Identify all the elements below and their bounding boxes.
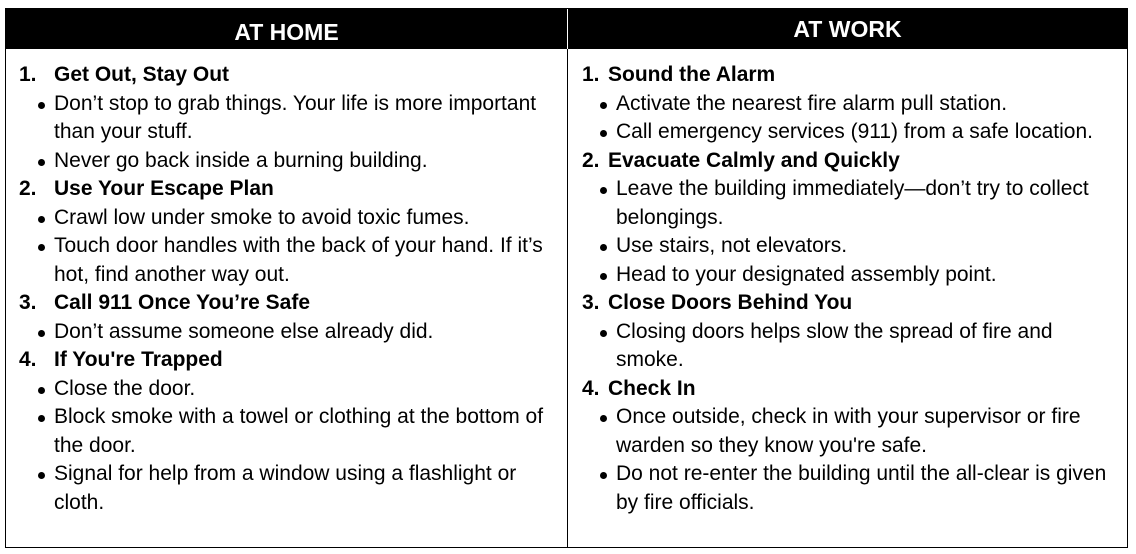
header-at-work: AT WORK — [567, 9, 1127, 49]
section-title: Evacuate Calmly and Quickly — [608, 148, 900, 172]
bullet-text: Don’t stop to grab things. Your life is more important than your stuff. — [54, 91, 537, 143]
at-home-column — [6, 49, 567, 547]
at-work-column — [567, 49, 1127, 547]
bullet-text: Signal for help from a window using a flashlight or cloth. — [54, 462, 517, 514]
bullet-dot-icon — [598, 232, 616, 261]
bullet-text: Close the door. — [54, 376, 196, 400]
table-header-row — [6, 9, 1127, 49]
bullet-text: Once outside, check in with your supervisor or fire warden so they know you're safe. — [616, 405, 1081, 457]
bullet-dot-icon — [598, 403, 616, 460]
bullet-item — [19, 375, 567, 404]
bullet-dot-icon — [598, 90, 616, 119]
home-section-heading — [19, 346, 567, 375]
work-section-heading — [582, 147, 1127, 176]
bullet-item — [582, 118, 1127, 147]
bullet-text: Head to your designated assembly point. — [616, 262, 997, 286]
bullet-item — [582, 90, 1127, 119]
bullet-item — [19, 204, 567, 233]
bullet-item — [19, 90, 567, 147]
bullet-item — [582, 403, 1127, 460]
bullet-dot-icon — [36, 403, 54, 460]
home-section-heading — [19, 61, 567, 90]
home-section-heading — [19, 289, 567, 318]
bullet-dot-icon — [36, 375, 54, 404]
section-number: 4. — [582, 376, 600, 400]
work-section-heading — [582, 375, 1127, 404]
section-title: Use Your Escape Plan — [54, 177, 274, 200]
section-title: Call 911 Once You’re Safe — [54, 291, 311, 314]
section-title: If You're Trapped — [54, 348, 223, 371]
section-number: 2. — [582, 148, 600, 172]
work-section-heading — [582, 61, 1127, 90]
bullet-dot-icon — [36, 232, 54, 289]
bullet-item — [582, 175, 1127, 232]
bullet-text: Activate the nearest fire alarm pull station. — [616, 91, 1008, 115]
bullet-item — [19, 147, 567, 176]
bullet-dot-icon — [598, 175, 616, 232]
bullet-item — [19, 232, 567, 289]
bullet-text: Use stairs, not elevators. — [616, 234, 848, 257]
bullet-text: Don’t assume someone else already did. — [54, 319, 434, 343]
section-number: 4. — [19, 348, 37, 371]
bullet-text: Never go back inside a burning building. — [54, 148, 428, 172]
safety-table — [5, 8, 1128, 548]
bullet-dot-icon — [598, 261, 616, 290]
section-title: Check In — [608, 376, 696, 400]
section-number: 2. — [19, 177, 37, 200]
bullet-dot-icon — [36, 318, 54, 347]
section-number: 1. — [582, 63, 600, 86]
bullet-dot-icon — [598, 460, 616, 517]
section-title: Sound the Alarm — [608, 63, 776, 86]
bullet-item — [582, 232, 1127, 261]
bullet-text: Crawl low under smoke to avoid toxic fumes. — [54, 205, 470, 229]
section-number: 1. — [19, 63, 37, 86]
bullet-item — [19, 460, 567, 517]
bullet-dot-icon — [36, 460, 54, 517]
bullet-dot-icon — [36, 147, 54, 176]
bullet-item — [582, 460, 1127, 517]
bullet-text: Closing doors helps slow the spread of fire and smoke. — [616, 319, 1053, 371]
bullet-item — [582, 318, 1127, 375]
work-section-heading — [582, 289, 1127, 318]
bullet-dot-icon — [598, 118, 616, 147]
bullet-text: Call emergency services (911) from a safe location. — [616, 120, 1093, 143]
section-title: Close Doors Behind You — [608, 291, 853, 314]
section-title: Get Out, Stay Out — [54, 63, 230, 86]
bullet-dot-icon — [36, 90, 54, 147]
home-section-heading — [19, 175, 567, 204]
table-body-row — [6, 49, 1127, 547]
bullet-text: Touch door handles with the back of your hand. If it’s hot, find another way out. — [54, 234, 543, 286]
bullet-item — [582, 261, 1127, 290]
bullet-dot-icon — [598, 318, 616, 375]
bullet-dot-icon — [36, 204, 54, 233]
section-number: 3. — [19, 291, 37, 314]
bullet-item — [19, 318, 567, 347]
header-at-home: AT HOME — [234, 18, 339, 45]
section-number: 3. — [582, 291, 600, 314]
bullet-item — [19, 403, 567, 460]
bullet-text: Block smoke with a towel or clothing at the bottom of the door. — [54, 405, 544, 457]
bullet-text: Do not re-enter the building until the all-clear is given by fire officials. — [616, 462, 1107, 514]
bullet-text: Leave the building immediately—don’t try to collect belongings. — [616, 177, 1089, 229]
